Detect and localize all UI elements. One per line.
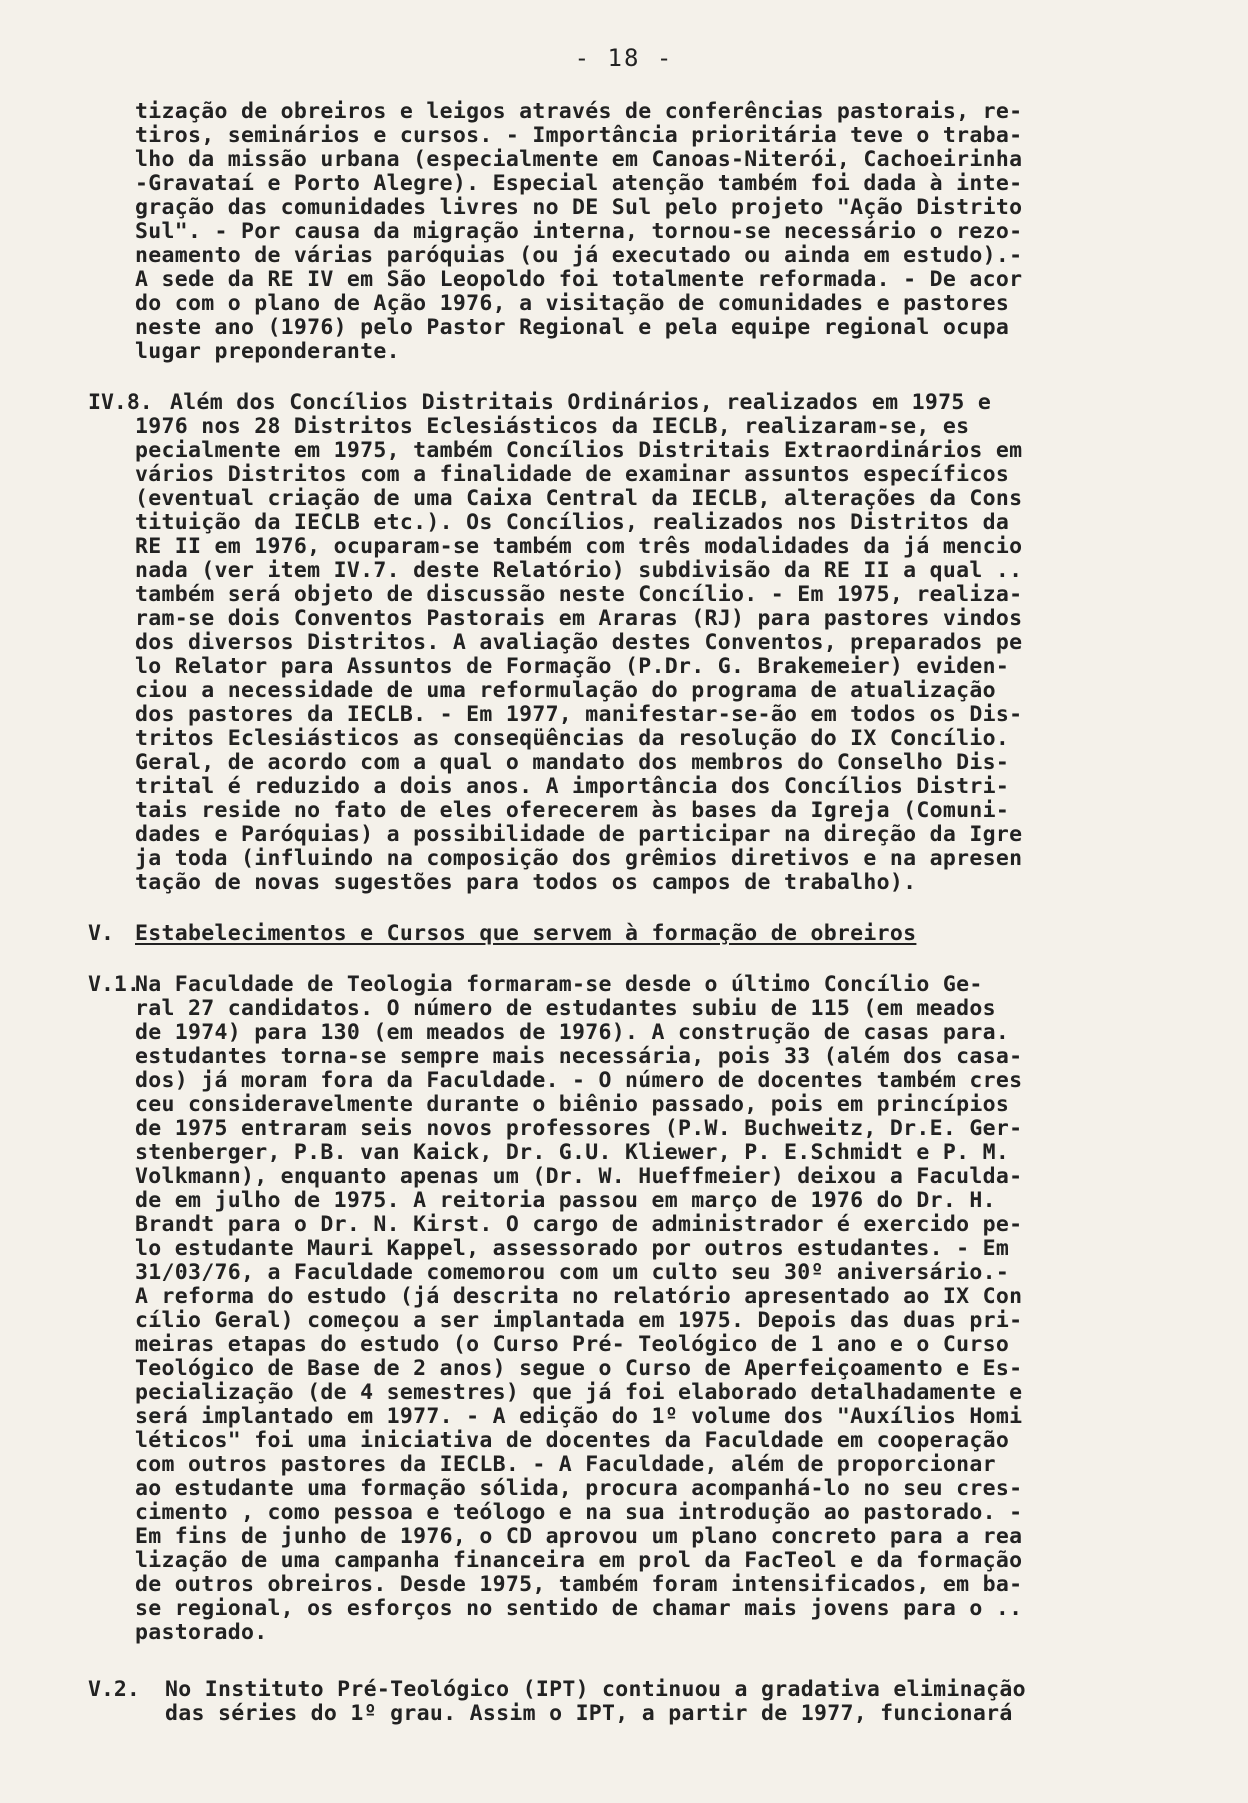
page-number: - 18 - xyxy=(574,44,674,72)
v1-line: estudantes torna-se sempre mais necessária, pois 33 (além dos casa- xyxy=(135,1044,1023,1069)
v1-line: A reforma do estudo (já descrita no relatório apresentado ao IX Con xyxy=(135,1284,1023,1309)
v1-line: de outros obreiros. Desde 1975, também foram intensificados, em ba- xyxy=(135,1572,1023,1597)
iv8-line: tais reside no fato de eles oferecerem às bases da Igreja (Comuni- xyxy=(135,798,1010,823)
v1-line: com outros pastores da IECLB. - A Faculdade, além de proporcionar xyxy=(135,1452,996,1477)
v1-line: cílio Geral) começou a ser implantada em 1975. Depois das duas pri- xyxy=(135,1308,1023,1333)
intro-line: do com o plano de Ação 1976, a visitação de comunidades e pastores xyxy=(135,291,1010,316)
iv8-line: trital é reduzido a dois anos. A importância dos Concílios Distri- xyxy=(135,774,1010,799)
v1-line: ao estudante uma formação sólida, procura acompanhá-lo no seu cres- xyxy=(135,1476,1023,1501)
v1-line: se regional, os esforços no sentido de chamar mais jovens para o .. xyxy=(135,1596,1023,1621)
intro-line: lho da missão urbana (especialmente em Canoas-Niterói, Cachoeirinha xyxy=(135,147,1023,172)
item-number-v2: V.2. xyxy=(88,1677,140,1702)
intro-line: tiros, seminários e cursos. - Importância prioritária teve o traba- xyxy=(135,123,1023,148)
iv8-line: vários Distritos com a finalidade de examinar assuntos específicos xyxy=(135,462,1010,487)
iv8-line: Além dos Concílios Distritais Ordinários, realizados em 1975 e xyxy=(170,390,992,415)
v1-line: Brandt para o Dr. N. Kirst. O cargo de administrador é exercido pe- xyxy=(135,1212,1023,1237)
v1-line: ceu consideravelmente durante o biênio passado, pois em princípios xyxy=(135,1092,1010,1117)
v2-line: No Instituto Pré-Teológico (IPT) continuou a gradativa eliminação xyxy=(165,1677,1026,1702)
iv8-line: ja toda (influindo na composição dos grêmios diretivos e na apresen xyxy=(135,846,1023,871)
v1-line: de 1975 entraram seis novos professores (P.W. Buchweitz, Dr.E. Ger- xyxy=(135,1116,1023,1141)
intro-line: neste ano (1976) pelo Pastor Regional e pela equipe regional ocupa xyxy=(135,315,1010,340)
v1-line: Na Faculdade de Teologia formaram-se desde o último Concílio Ge- xyxy=(135,972,983,997)
item-number-v1: V.1. xyxy=(88,972,140,997)
v1-line: léticos" foi uma iniciativa de docentes da Faculdade em cooperação xyxy=(135,1428,1010,1453)
v1-line: será implantado em 1977. - A edição do 1º volume dos "Auxílios Homi xyxy=(135,1404,1023,1429)
section-number-v: V. xyxy=(88,921,114,946)
v1-line: lo estudante Mauri Kappel, assessorado por outros estudantes. - Em xyxy=(135,1236,1010,1261)
iv8-line: tação de novas sugestões para todos os campos de trabalho). xyxy=(135,870,917,895)
iv8-line: nada (ver item IV.7. deste Relatório) subdivisão da RE II a qual .. xyxy=(135,558,1023,583)
iv8-line: Geral, de acordo com a qual o mandato dos membros do Conselho Dis- xyxy=(135,750,1010,775)
v1-line: ral 27 candidatos. O número de estudantes subiu de 115 (em meados xyxy=(135,996,996,1021)
iv8-line: ciou a necessidade de uma reformulação do programa de atualização xyxy=(135,678,996,703)
intro-line: lugar preponderante. xyxy=(135,339,400,364)
iv8-line: tituição da IECLB etc.). Os Concílios, realizados nos Distritos da xyxy=(135,510,1010,535)
intro-line: Sul". - Por causa da migração interna, tornou-se necessário o rezo- xyxy=(135,219,1023,244)
v1-line: de em julho de 1975. A reitoria passou em março de 1976 do Dr. H. xyxy=(135,1188,996,1213)
iv8-line: dades e Paróquias) a possibilidade de participar na direção da Igre xyxy=(135,822,1023,847)
iv8-line: tritos Eclesiásticos as conseqüências da resolução do IX Concílio. xyxy=(135,726,1010,751)
v1-line: cimento , como pessoa e teólogo e na sua introdução ao pastorado. - xyxy=(135,1500,1023,1525)
intro-line: tização de obreiros e leigos através de conferências pastorais, re- xyxy=(135,99,1023,124)
iv8-line: 1976 nos 28 Distritos Eclesiásticos da IECLB, realizaram-se, es xyxy=(135,414,970,439)
v1-line: stenberger, P.B. van Kaick, Dr. G.U. Kliewer, P. E.Schmidt e P. M. xyxy=(135,1140,1010,1165)
intro-line: gração das comunidades livres no DE Sul pelo projeto "Ação Distrito xyxy=(135,195,1023,220)
v2-line: das séries do 1º grau. Assim o IPT, a partir de 1977, funcionará xyxy=(165,1701,1013,1726)
iv8-line: ram-se dois Conventos Pastorais em Araras (RJ) para pastores vindos xyxy=(135,606,1023,631)
v1-line: pecialização (de 4 semestres) que já foi elaborado detalhadamente e xyxy=(135,1380,1023,1405)
v1-line: Teológico de Base de 2 anos) segue o Curso de Aperfeiçoamento e Es- xyxy=(135,1356,1023,1381)
section-title: Estabelecimentos e Cursos que servem à formação de obreiros xyxy=(135,921,917,946)
intro-line: A sede da RE IV em São Leopoldo foi totalmente reformada. - De acor xyxy=(135,267,1023,292)
iv8-line: RE II em 1976, ocuparam-se também com três modalidades da já mencio xyxy=(135,534,1023,559)
intro-line: -Gravataí e Porto Alegre). Especial atenção também foi dada à inte- xyxy=(135,171,1023,196)
v1-line: Volkmann), enquanto apenas um (Dr. W. Hueffmeier) deixou a Faculda- xyxy=(135,1164,1023,1189)
iv8-line: (eventual criação de uma Caixa Central da IECLB, alterações da Cons xyxy=(135,486,1023,511)
iv8-line: lo Relator para Assuntos de Formação (P.Dr. G. Brakemeier) eviden- xyxy=(135,654,1010,679)
v1-line: 31/03/76, a Faculdade comemorou com um culto seu 30º aniversário.- xyxy=(135,1260,1010,1285)
item-number-iv8: IV.8. xyxy=(88,390,153,415)
v1-line: Em fins de junho de 1976, o CD aprovou um plano concreto para a rea xyxy=(135,1524,1023,1549)
iv8-line: dos pastores da IECLB. - Em 1977, manifestar-se-ão em todos os Dis- xyxy=(135,702,1023,727)
v1-line: de 1974) para 130 (em meados de 1976). A construção de casas para. xyxy=(135,1020,1010,1045)
v1-line: meiras etapas do estudo (o Curso Pré- Teológico de 1 ano e o Curso xyxy=(135,1332,1010,1357)
iv8-line: dos diversos Distritos. A avaliação destes Conventos, preparados pe xyxy=(135,630,1023,655)
intro-line: neamento de várias paróquias (ou já executado ou ainda em estudo).- xyxy=(135,243,1023,268)
v1-line: pastorado. xyxy=(135,1620,268,1645)
iv8-line: também será objeto de discussão neste Concílio. - Em 1975, realiza- xyxy=(135,582,1023,607)
v1-line: lização de uma campanha financeira em prol da FacTeol e da formação xyxy=(135,1548,1023,1573)
iv8-line: pecialmente em 1975, também Concílios Distritais Extraordinários em xyxy=(135,438,1023,463)
v1-line: dos) já moram fora da Faculdade. - O número de docentes também cres xyxy=(135,1068,1023,1093)
